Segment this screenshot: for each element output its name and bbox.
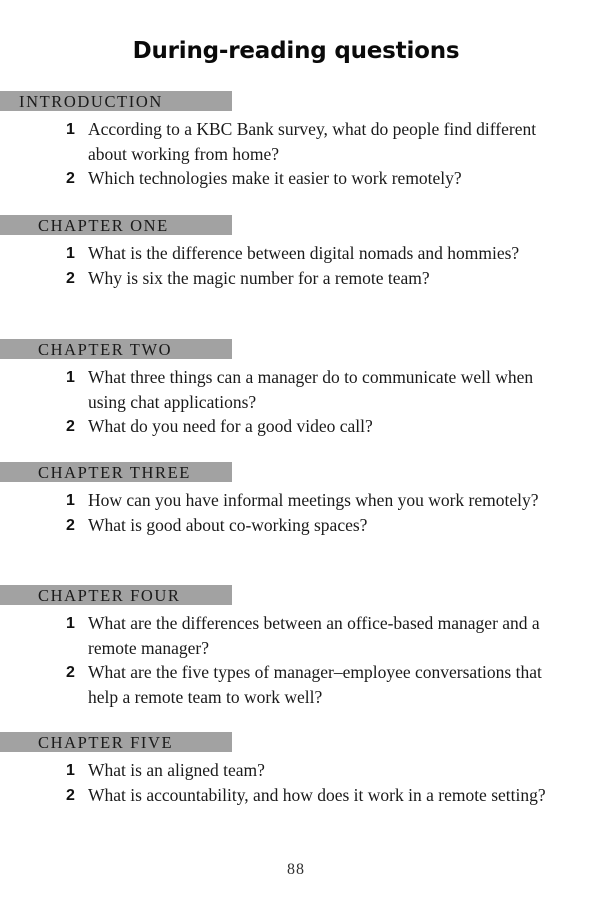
section-header-bar (0, 732, 232, 752)
question-number: 2 (66, 418, 75, 435)
section-label: CHAPTER TWO (38, 340, 173, 359)
section-header-bar (0, 215, 232, 235)
question-text: What three things can a manager do to communicate well when using chat applications? (88, 367, 534, 412)
question-item (0, 266, 548, 291)
question-text: According to a KBC Bank survey, what do people find different about working from home? (88, 119, 537, 164)
question-list (0, 611, 600, 709)
question-text: How can you have informal meetings when you work remotely? (88, 490, 539, 510)
question-item (0, 783, 548, 808)
page-number: 88 (287, 861, 305, 878)
question-list (0, 488, 600, 537)
question-list (0, 241, 600, 290)
page-title: During-reading questions (132, 38, 460, 64)
question-number: 1 (66, 762, 75, 779)
question-text: What is the difference between digital nomads and hommies? (88, 243, 520, 263)
question-list (0, 117, 600, 191)
section-chapter-four (0, 585, 600, 709)
question-item (0, 488, 548, 513)
question-number: 1 (66, 245, 75, 262)
question-item (0, 414, 548, 439)
question-number: 2 (66, 269, 75, 287)
question-text: What is accountability, and how does it work in a remote setting? (88, 784, 546, 805)
question-item (0, 365, 548, 414)
question-text: What are the five types of manager–employee conversations that help a remote team to work well? (88, 662, 542, 707)
section-label: CHAPTER THREE (38, 463, 191, 482)
section-label: CHAPTER FOUR (38, 586, 181, 605)
section-label: CHAPTER FIVE (38, 733, 174, 752)
question-number: 2 (66, 786, 75, 804)
question-number: 2 (66, 516, 75, 534)
section-chapter-two (0, 339, 600, 439)
question-number: 1 (66, 369, 75, 386)
section-label: INTRODUCTION (19, 92, 163, 111)
question-number: 1 (66, 492, 75, 509)
question-number: 1 (66, 615, 75, 632)
question-number: 1 (66, 121, 75, 138)
section-header-bar (0, 339, 232, 359)
question-text: What are the differences between an office-based manager and a remote manager? (88, 613, 540, 658)
section-header-bar (0, 462, 232, 482)
question-text: Why is six the magic number for a remote team? (88, 267, 430, 288)
section-header-bar (0, 585, 232, 605)
question-number: 2 (66, 170, 75, 187)
question-item (0, 611, 548, 660)
question-item (0, 241, 548, 266)
section-chapter-five (0, 732, 600, 807)
question-text: Which technologies make it easier to work remotely? (88, 168, 462, 188)
question-list (0, 365, 600, 439)
question-item (0, 758, 548, 783)
question-text: What is good about co-working spaces? (88, 514, 368, 535)
question-item (0, 660, 548, 709)
question-number: 2 (66, 664, 75, 681)
section-introduction (0, 91, 600, 191)
section-chapter-three (0, 462, 600, 537)
question-item (0, 117, 548, 166)
section-header-bar (0, 91, 232, 111)
question-text: What do you need for a good video call? (88, 416, 373, 436)
question-item (0, 166, 548, 191)
question-text: What is an aligned team? (88, 760, 265, 780)
section-label: CHAPTER ONE (38, 216, 169, 235)
question-item (0, 513, 548, 538)
question-list (0, 758, 600, 807)
section-chapter-one (0, 215, 600, 290)
